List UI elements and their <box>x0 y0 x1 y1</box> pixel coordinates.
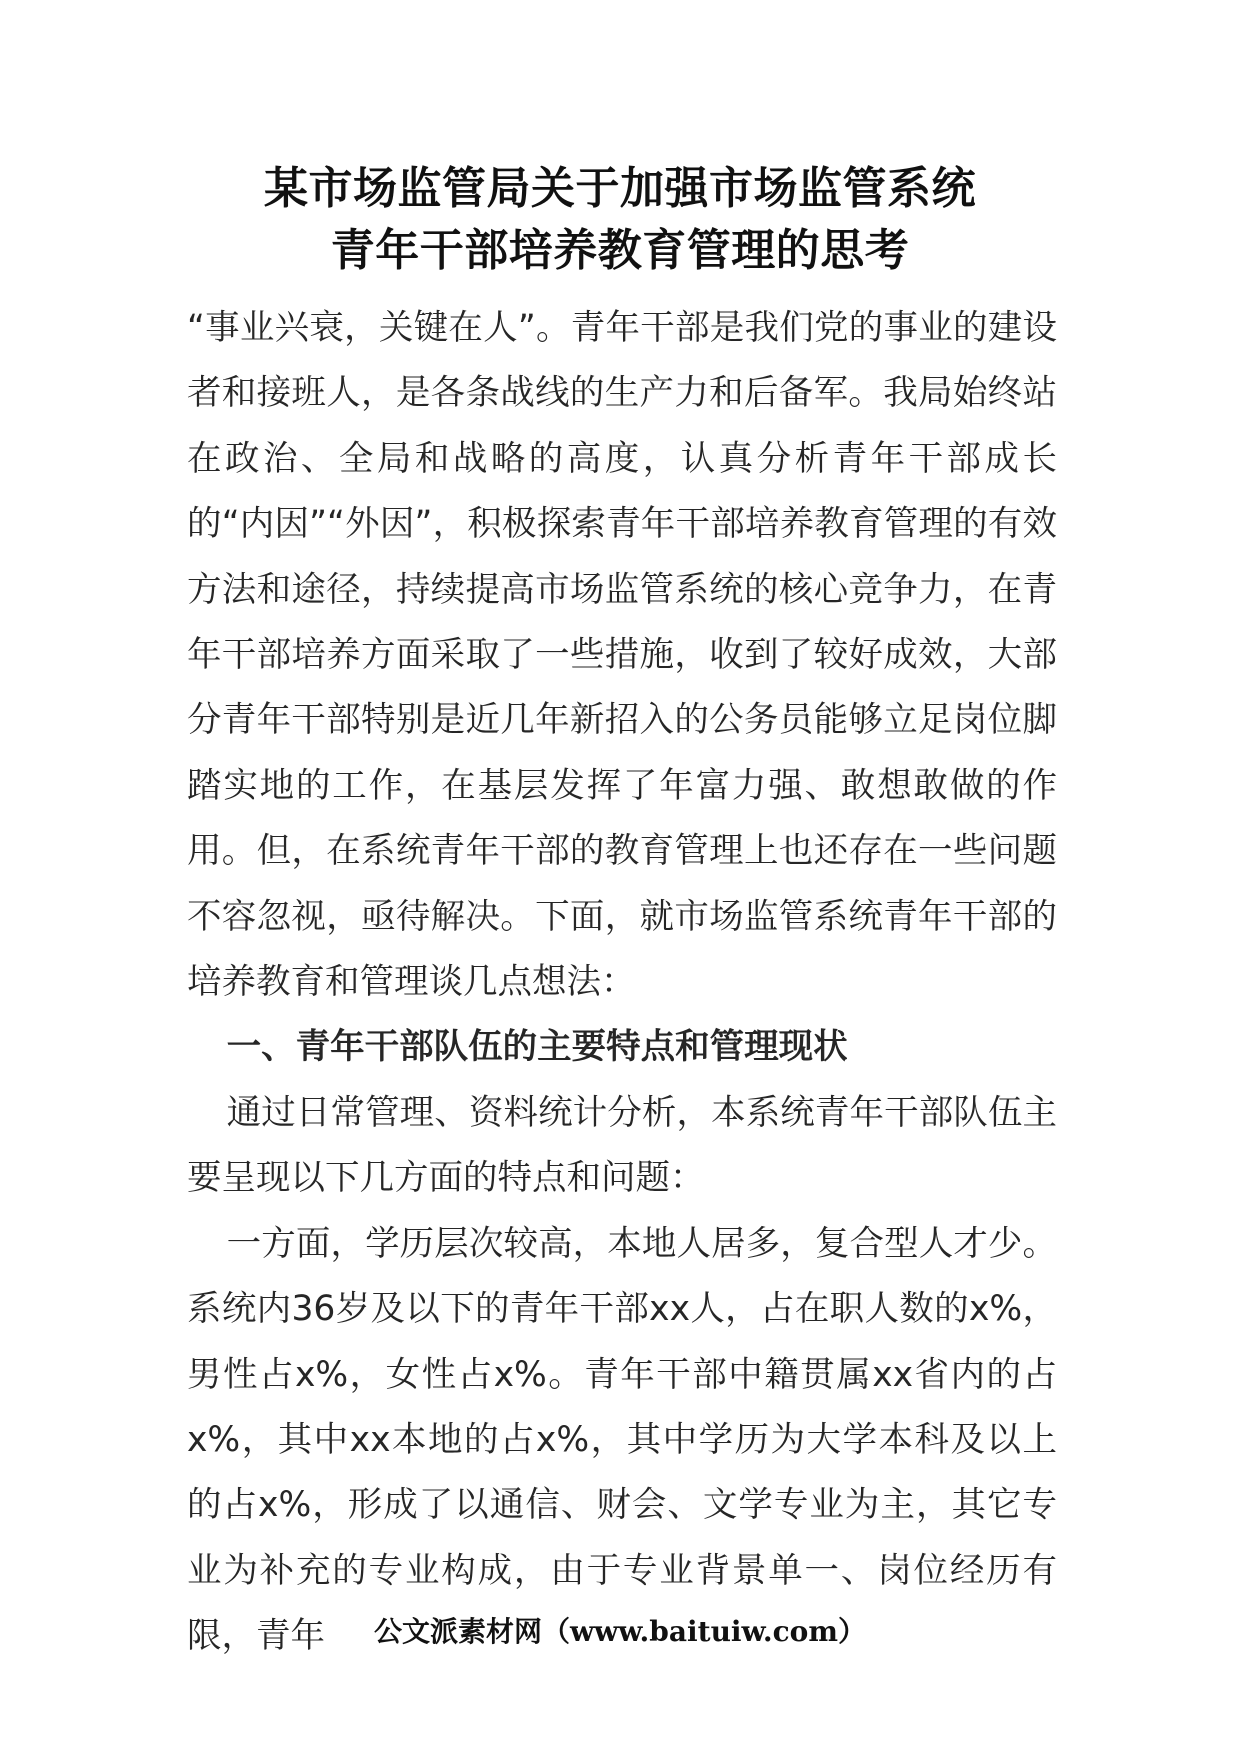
title-line-2: 青年干部培养教育管理的思考 <box>330 225 910 276</box>
section-heading: 一、青年干部队伍的主要特点和管理现状 <box>226 1027 848 1068</box>
body-paragraph: 一方面，学历层次较高，本地人居多，复合型人才少。系统内36岁及以下的青年干部xx人，占在职人数的x%，男性占x%，女性占x%。青年干部中籍贯属xx省内的占x%，其中xx本地的占x%，其中学历为大学本科及以上的占x%，形成了以通信、财会、文学专业为主，其它专业为补充的专业构成，由于专业背景单一、岗位经历有限，青年 <box>187 1223 1057 1657</box>
source-footer: 公文派素材网（www.baituiw.com） <box>374 1615 866 1648</box>
intro-paragraph: “事业兴衰，关键在人”。青年干部是我们党的事业的建设者和接班人，是各条战线的生产力和后备军。我局始终站在政治、全局和战略的高度，认真分析青年干部成长的“内因”“外因”，积极探索青年干部培养教育管理的有效方法和途径，持续提高市场监管系统的核心竞争力，在青年干部培养方面采取了一些措施，收到了较好成效，大部分青年干部特别是近几年新招入的公务员能够立足岗位脚踏实地的工作，在基层发挥了年富力强、敢想敢做的作用。但，在系统青年干部的教育管理上也还存在一些问题不容忽视，亟待解决。下面，就市场监管系统青年干部的培养教育和管理谈几点想法： <box>187 308 1057 1003</box>
document-body <box>187 296 1057 1670</box>
body-paragraph: 通过日常管理、资料统计分析，本系统青年干部队伍主要呈现以下几方面的特点和问题： <box>187 1092 1057 1199</box>
title-line-1: 某市场监管局关于加强市场监管系统 <box>264 163 976 214</box>
document-title <box>0 158 1240 282</box>
